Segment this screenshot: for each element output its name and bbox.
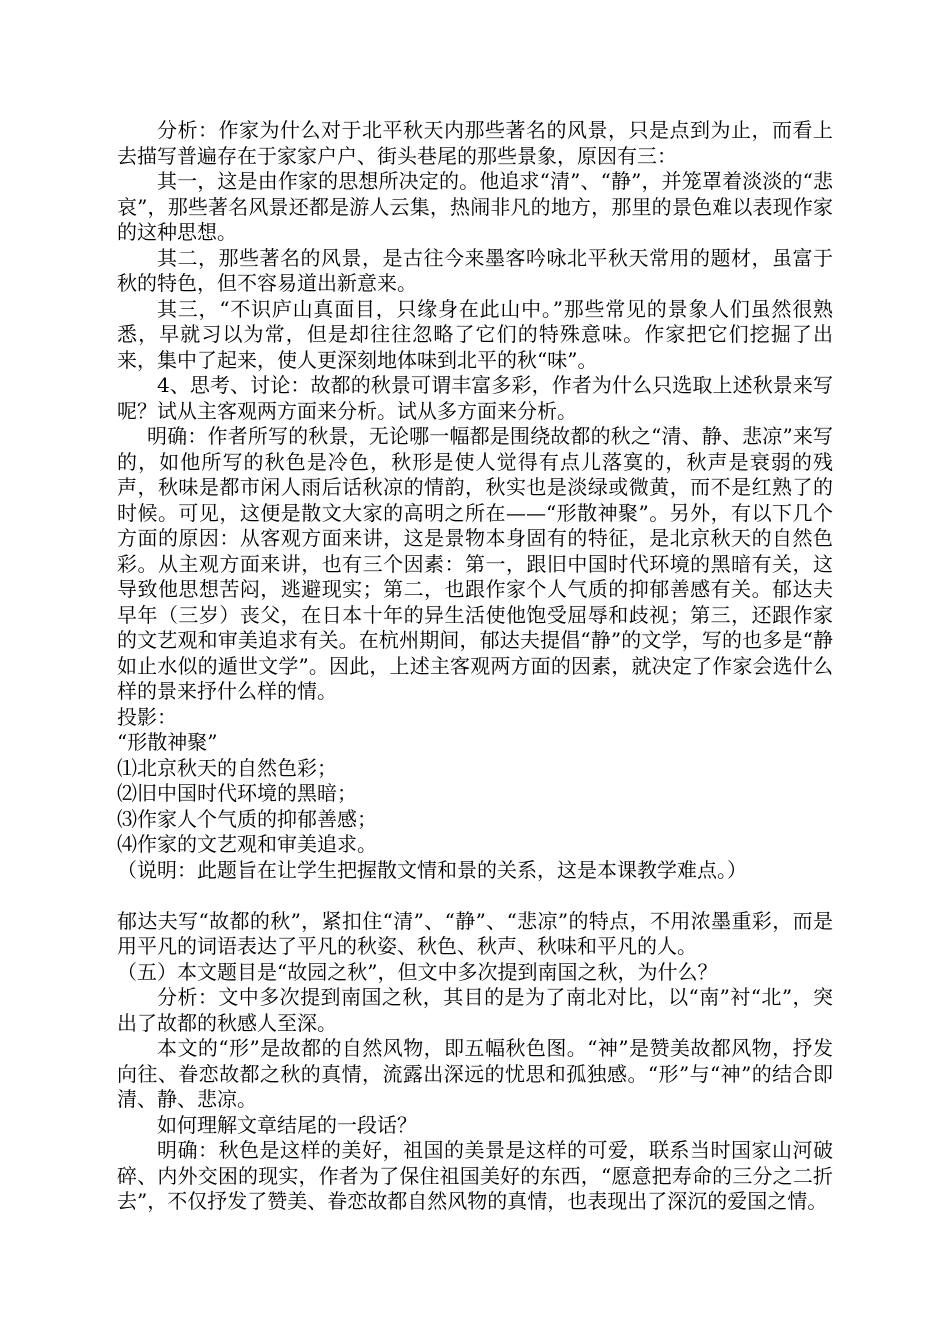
projection-item-2: ⑵旧中国时代环境的黑暗；: [117, 781, 357, 805]
projection-title: “形散神聚”: [117, 730, 218, 754]
projection-item-1: ⑴北京秋天的自然色彩；: [117, 755, 337, 780]
paragraph-reason-two: 其二，那些著名的风景，是古往今来墨客吟咏北平秋天常用的题材，虽富于秋的特色，但不容易道出新意来。: [117, 245, 833, 295]
paragraph-ending-answer: 明确：秋色是这样的美好，祖国的美景是这样的可爱，联系当时国家山河破碎、内外交困的现实，作者为了保住祖国美好的东西，“愿意把寿命的三分之二折去”，不仅抒发了赞美、眷恋故都自然风物的真情，也表现出了深沉的爱国之情。: [117, 1138, 833, 1213]
paragraph-reason-one: 其一，这是由作家的思想所决定的。他追求“清”、“静”，并笼罩着淡淡的“悲哀”，那些著名风景还都是游人云集，热闹非凡的地方，那里的景色难以表现作家的这种思想。: [117, 169, 833, 244]
paragraph-question-5: （五）本文题目是“故园之秋”，但文中多次提到南国之秋，为什么？: [117, 959, 718, 984]
paragraph-reason-three: 其三，“不识庐山真面目，只缘身在此山中。”那些常见的景象人们虽然很熟悉，早就习以为常，但是却往往忽略了它们的特殊意味。作家把它们挖掘了出来，集中了起来，使人更深刻地体味到北平的秋“味”。: [117, 296, 833, 372]
paragraph-question-4: 4、思考、讨论：故都的秋景可谓丰富多彩，作者为什么只选取上述秋景来写呢？试从主客观两方面来分析。试从多方面来分析。: [117, 373, 833, 423]
projection-note: （说明：此题旨在让学生把握散文情和景的关系，这是本课教学难点。）: [117, 857, 747, 882]
projection-item-3: ⑶作家人个气质的抑郁善感；: [117, 806, 377, 831]
paragraph-form-spirit: 本文的“形”是故都的自然风物，即五幅秋色图。“神”是赞美故都风物，抒发向往、眷恋故都之秋的真情，流露出深远的忧思和孤独感。“形”与“神”的结合即清、静、悲凉。: [117, 1036, 833, 1111]
paragraph-analysis-5: 分析：文中多次提到南国之秋，其目的是为了南北对比，以“南”衬“北”，突出了故都的秋感人至深。: [117, 985, 833, 1035]
paragraph-analysis-intro: 分析：作家为什么对于北平秋天内那些著名的风景，只是点到为止，而看上去描写普遍存在于家家户户、街头巷尾的那些景象，原因有三：: [117, 118, 833, 168]
projection-label: 投影：: [117, 704, 177, 729]
projection-item-4: ⑷作家的文艺观和审美追求。: [117, 832, 377, 856]
paragraph-summary: 郁达夫写“故都的秋”，紧扣住“清”、“静”、“悲凉”的特点，不用浓墨重彩，而是用平凡的词语表达了平凡的秋姿、秋色、秋声、秋味和平凡的人。: [117, 908, 833, 958]
document-page: [117, 118, 833, 1215]
paragraph-ending-question: 如何理解文章结尾的一段话？: [157, 1112, 417, 1137]
paragraph-answer-4: 明确：作者所写的秋景，无论哪一幅都是围绕故都的秋之“清、静、悲凉”来写的，如他所写的秋色是冷色，秋形是使人觉得有点儿落寞的，秋声是衰弱的残声，秋味是都市闲人雨后话秋凉的情韵，秋实也是淡绿或微黄，而不是红熟了的时候。可见，这便是散文大家的高明之所在——“形散神聚”。另外，有以下几个方面的原因：从客观方面来讲，这是景物本身固有的特征，是北京秋天的自然色彩。从主观方面来讲，也有三个因素：第一，跟旧中国时代环境的黑暗有关，这导致他思想苦闷，逃避现实；第二，也跟作家个人气质的抑郁善感有关。郁达夫早年（三岁）丧父，在日本十年的异生活使他饱受屈辱和歧视；第三，还跟作家的文艺观和审美追求有关。在杭州期间，郁达夫提倡“静”的文学，写的也多是“静如止水似的遁世文学”。因此，上述主客观两方面的因素，就决定了作家会选什么样的景来抒什么样的情。: [117, 424, 833, 703]
blank-line: [117, 883, 833, 909]
